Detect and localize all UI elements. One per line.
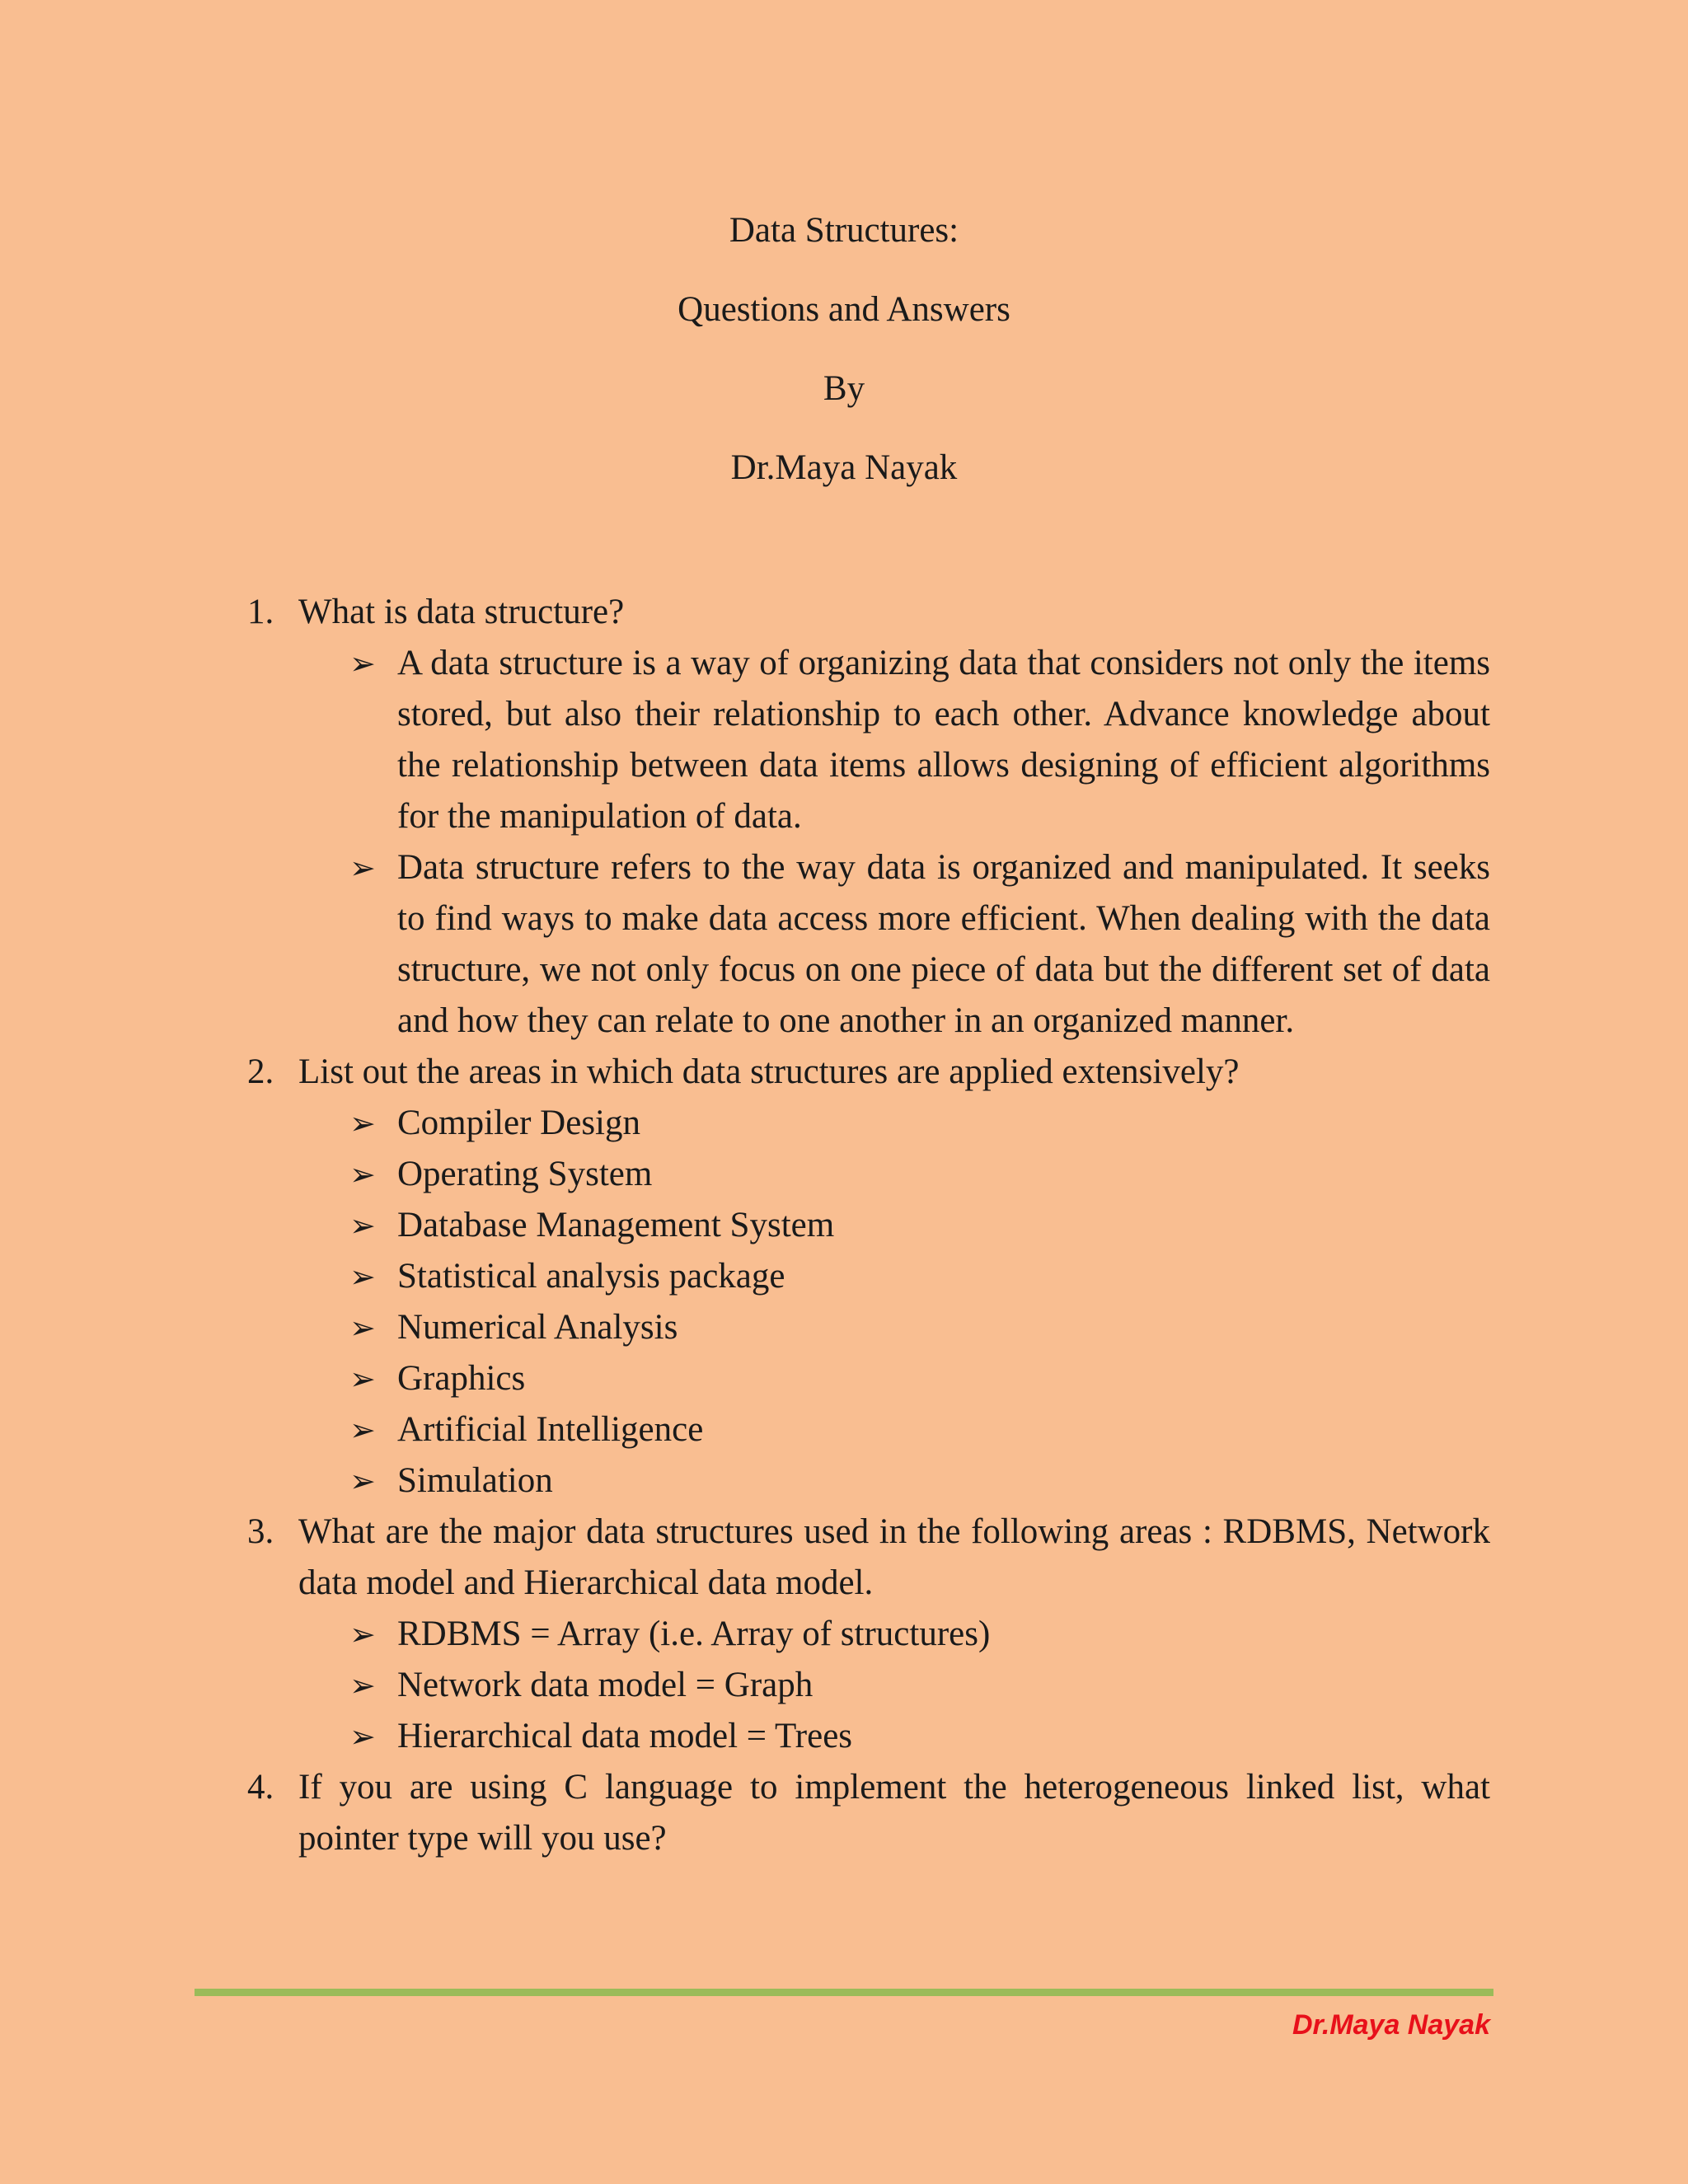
arrow-bullet-icon: ➢ — [349, 1258, 376, 1295]
answer-item — [247, 1660, 1490, 1711]
answer-text: Simulation — [397, 1461, 553, 1500]
arrow-bullet-icon: ➢ — [349, 1105, 376, 1141]
footer-author: Dr.Maya Nayak — [1292, 2009, 1490, 2041]
question-text: What are the major data structures used in the following areas : RDBMS, Network data model and Hierarchical data model. — [298, 1512, 1490, 1602]
answer-item — [247, 1098, 1490, 1149]
arrow-bullet-icon: ➢ — [349, 1667, 376, 1704]
answer-text: RDBMS = Array (i.e. Array of structures) — [397, 1615, 991, 1653]
question-item — [247, 1762, 1490, 1864]
answer-text: Compiler Design — [397, 1104, 640, 1142]
answer-text: Operating System — [397, 1155, 653, 1193]
answer-list — [247, 1098, 1490, 1507]
question-number: 2. — [247, 1052, 274, 1091]
answer-item — [247, 842, 1490, 1047]
qa-list — [247, 587, 1490, 1864]
answer-text: Network data model = Graph — [397, 1666, 814, 1704]
question-item — [247, 1047, 1490, 1098]
answer-text: A data structure is a way of organizing data that considers not only the items stored, but also their relationship to each other. Advance knowledge about the relationship between data items allows designing of efficient algorithms for the manipulation of data. — [397, 644, 1490, 836]
arrow-bullet-icon: ➢ — [349, 1361, 376, 1397]
arrow-bullet-icon: ➢ — [349, 850, 376, 886]
question-item — [247, 1507, 1490, 1609]
arrow-bullet-icon: ➢ — [349, 1310, 376, 1346]
question-text: What is data structure? — [298, 593, 625, 631]
arrow-bullet-icon: ➢ — [349, 1207, 376, 1244]
question-text: If you are using C language to implement the heterogeneous linked list, what pointer type will you use? — [298, 1768, 1490, 1858]
document-subtitle: Questions and Answers — [678, 290, 1010, 329]
answer-item — [247, 1149, 1490, 1200]
answer-list — [247, 1609, 1490, 1762]
answer-item — [247, 1711, 1490, 1762]
answer-list — [247, 638, 1490, 1047]
answer-text: Hierarchical data model = Trees — [397, 1717, 853, 1755]
answer-text: Numerical Analysis — [397, 1308, 678, 1347]
author-name: Dr.Maya Nayak — [730, 448, 958, 487]
answer-text: Statistical analysis package — [397, 1257, 785, 1296]
answer-text: Graphics — [397, 1359, 526, 1398]
question-text: List out the areas in which data structures are applied extensively? — [298, 1052, 1240, 1091]
answer-item — [247, 1353, 1490, 1404]
question-number: 4. — [247, 1768, 274, 1807]
footer-rule — [195, 1989, 1493, 1996]
answer-item — [247, 638, 1490, 842]
question-number: 3. — [247, 1512, 274, 1551]
answer-item — [247, 1251, 1490, 1302]
answer-item — [247, 1302, 1490, 1353]
question-number: 1. — [247, 593, 274, 631]
arrow-bullet-icon: ➢ — [349, 1412, 376, 1448]
answer-text: Data structure refers to the way data is organized and manipulated. It seeks to find ways to make data access more efficient. When dealing with the data structure, we not only focus on one piece of data but the different set of data and how they can relate to one another in an organized manner. — [397, 848, 1490, 1040]
arrow-bullet-icon: ➢ — [349, 645, 376, 682]
arrow-bullet-icon: ➢ — [349, 1156, 376, 1193]
answer-item — [247, 1404, 1490, 1455]
arrow-bullet-icon: ➢ — [349, 1718, 376, 1755]
arrow-bullet-icon: ➢ — [349, 1616, 376, 1652]
document-title: Data Structures: — [729, 211, 959, 250]
title-block — [0, 191, 1688, 508]
answer-item — [247, 1200, 1490, 1251]
answer-text: Artificial Intelligence — [397, 1410, 704, 1449]
question-item — [247, 587, 1490, 638]
by-line: By — [823, 369, 865, 408]
answer-text: Database Management System — [397, 1206, 835, 1244]
arrow-bullet-icon: ➢ — [349, 1463, 376, 1499]
answer-item — [247, 1455, 1490, 1507]
answer-item — [247, 1609, 1490, 1660]
